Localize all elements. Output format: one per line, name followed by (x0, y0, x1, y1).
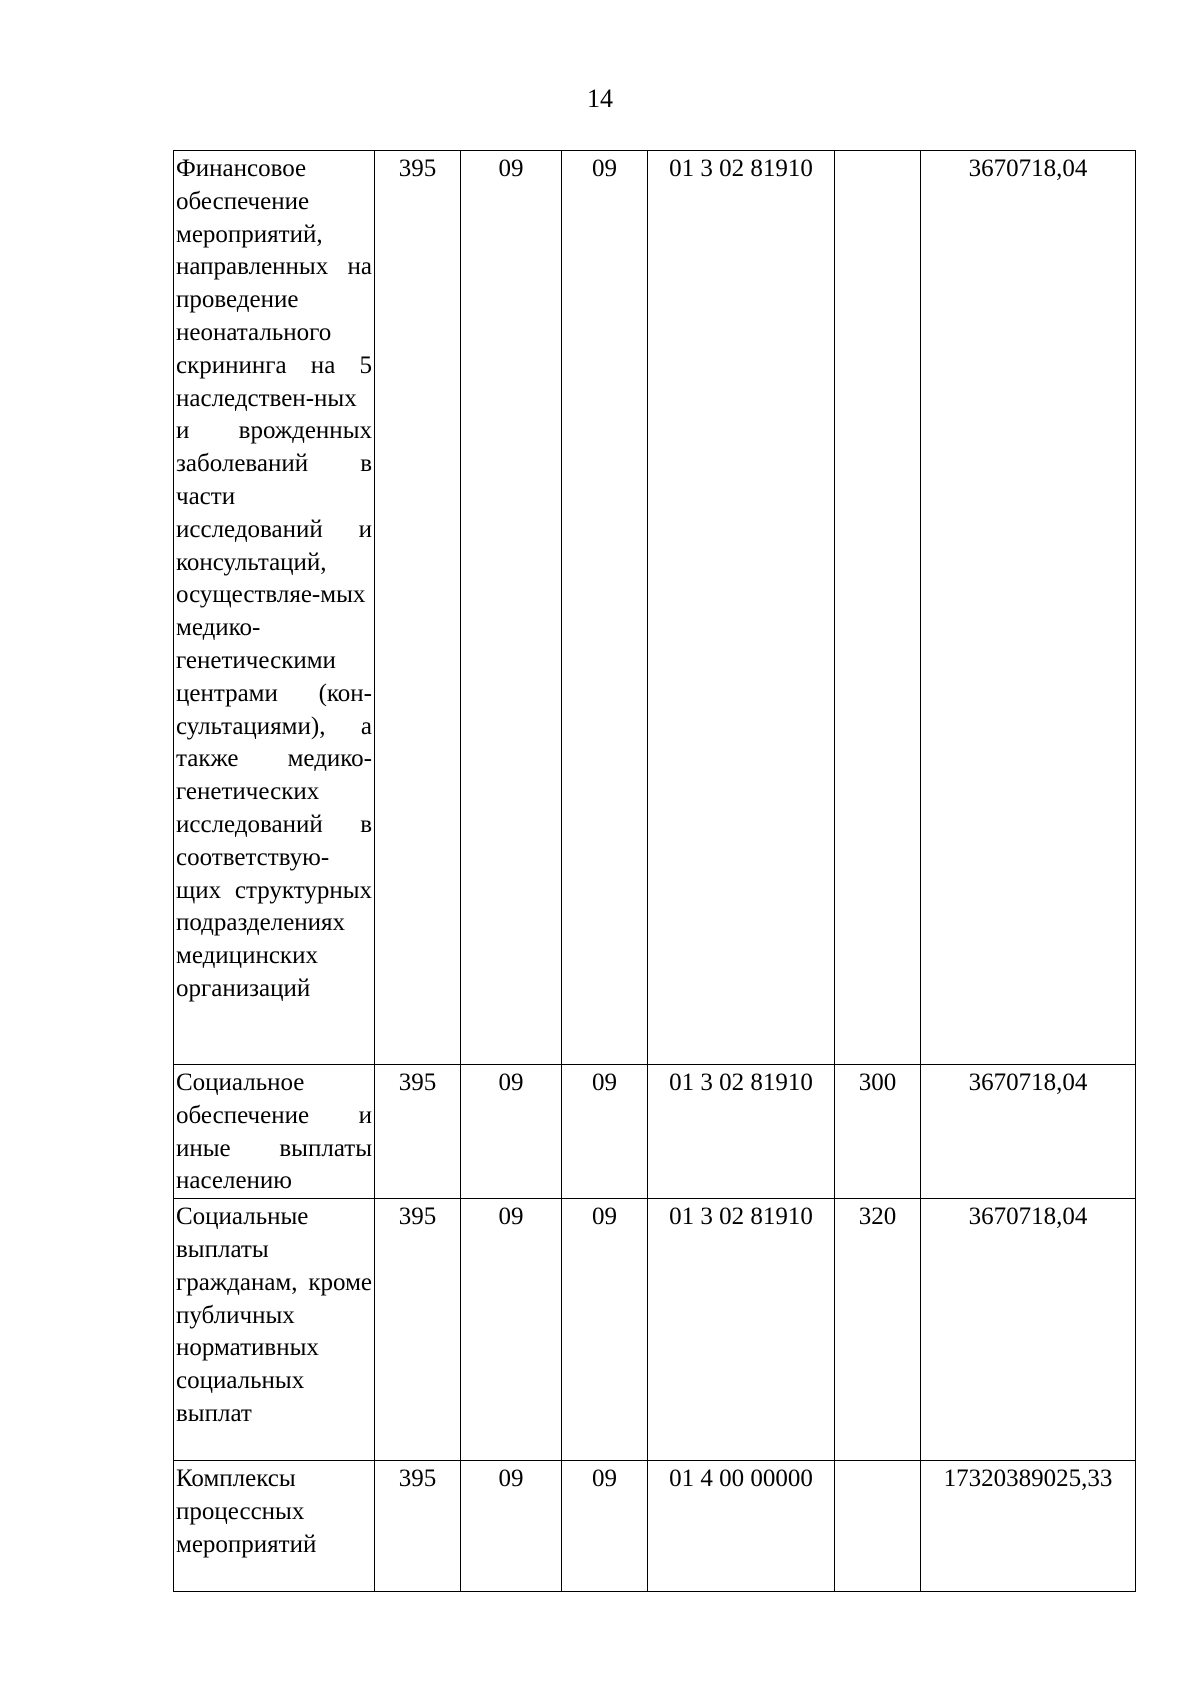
table-row (174, 1461, 1136, 1592)
row-name-cell: Финансовое обеспечение мероприятий, направленных на проведение неонатального скрининга на 5 наследствен-ных и врожденных заболеваний в части исследований и консультаций, осуществляе-мых медико-генетическими центрами (кон-сультациями), а также медико-генетических исследований в соответствую-щих структурных подразделениях медицинских организаций (174, 151, 375, 1065)
table-row (174, 1065, 1136, 1199)
ministry-code-cell: 395 (375, 1199, 461, 1461)
expense-type-cell (835, 1461, 921, 1592)
subsection-code-cell: 09 (562, 1461, 648, 1592)
table-row (174, 151, 1136, 1065)
amount-cell: 3670718,04 (921, 1065, 1136, 1199)
expense-type-cell: 320 (835, 1199, 921, 1461)
section-code-cell: 09 (461, 1199, 562, 1461)
budget-table (173, 150, 1136, 1592)
amount-cell: 3670718,04 (921, 151, 1136, 1065)
subsection-code-cell: 09 (562, 1199, 648, 1461)
row-name-cell: Социальные выплаты гражданам, кроме публичных нормативных социальных выплат (174, 1199, 375, 1461)
target-article-cell: 01 3 02 81910 (648, 1199, 835, 1461)
page-number: 14 (587, 84, 613, 113)
subsection-code-cell: 09 (562, 151, 648, 1065)
section-code-cell: 09 (461, 151, 562, 1065)
ministry-code-cell: 395 (375, 151, 461, 1065)
section-code-cell: 09 (461, 1065, 562, 1199)
subsection-code-cell: 09 (562, 1065, 648, 1199)
target-article-cell: 01 4 00 00000 (648, 1461, 835, 1592)
target-article-cell: 01 3 02 81910 (648, 1065, 835, 1199)
target-article-cell: 01 3 02 81910 (648, 151, 835, 1065)
amount-cell: 17320389025,33 (921, 1461, 1136, 1592)
ministry-code-cell: 395 (375, 1065, 461, 1199)
table-row (174, 1199, 1136, 1461)
expense-type-cell: 300 (835, 1065, 921, 1199)
amount-cell: 3670718,04 (921, 1199, 1136, 1461)
row-name-cell: Социальное обеспечение и иные выплаты населению (174, 1065, 375, 1199)
row-name-cell: Комплексы процессных мероприятий (174, 1461, 375, 1592)
expense-type-cell (835, 151, 921, 1065)
section-code-cell: 09 (461, 1461, 562, 1592)
ministry-code-cell: 395 (375, 1461, 461, 1592)
